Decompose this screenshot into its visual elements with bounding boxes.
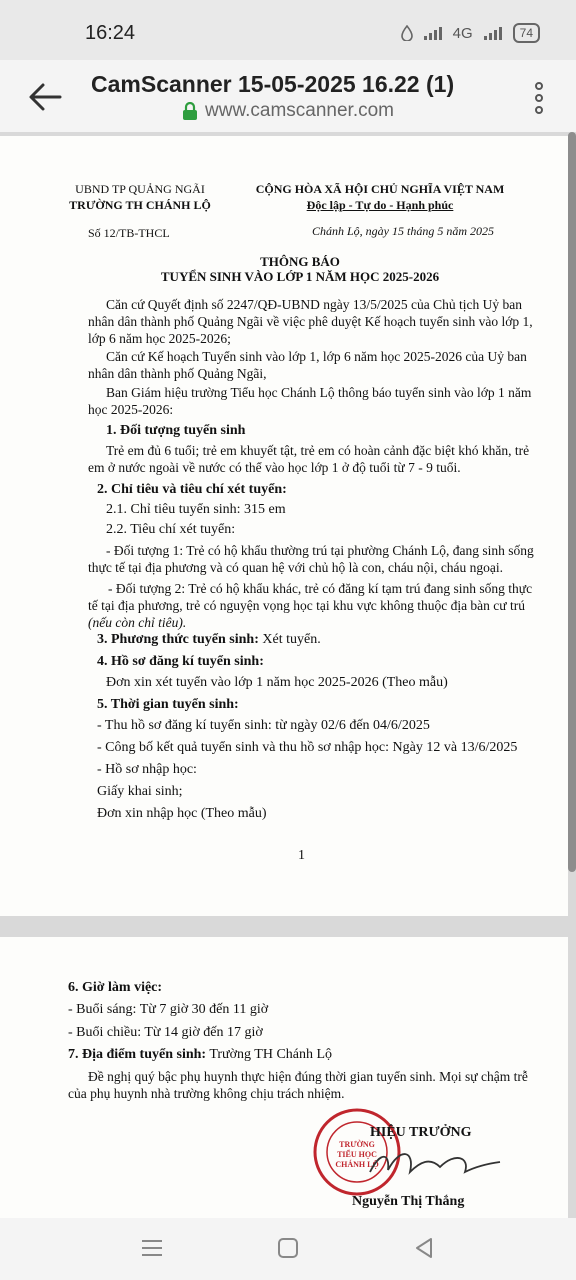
section-2-object-2 bbox=[88, 580, 540, 631]
section-5-line-3: - Hồ sơ nhập học: bbox=[97, 762, 197, 777]
section-2-1: 2.1. Chỉ tiêu tuyển sinh: 315 em bbox=[106, 502, 286, 517]
section-5-line-4: Giấy khai sinh; bbox=[97, 784, 183, 799]
back-arrow-icon[interactable] bbox=[28, 82, 62, 112]
section-3-title: 3. Phương thức tuyển sinh: bbox=[97, 632, 259, 647]
page-2 bbox=[0, 937, 568, 1232]
svg-text:TRƯỜNG: TRƯỜNG bbox=[339, 1140, 375, 1149]
handwritten-signature bbox=[360, 1142, 510, 1187]
browser-toolbar bbox=[0, 60, 576, 132]
notice-subject: TUYỂN SINH VÀO LỚP 1 NĂM HỌC 2025-2026 bbox=[160, 269, 440, 284]
status-icons bbox=[401, 23, 540, 43]
more-vert-icon[interactable] bbox=[532, 80, 546, 116]
document-number: Số 12/TB-THCL bbox=[88, 226, 170, 240]
section-2-title: 2. Chỉ tiêu và tiêu chí xét tuyển: bbox=[97, 482, 287, 497]
signal-icon-2 bbox=[483, 26, 503, 40]
section-6-line-2: - Buổi chiều: Từ 14 giờ đến 17 giờ bbox=[68, 1025, 263, 1040]
object-2-text: - Đối tượng 2: Trẻ có hộ khẩu khác, trẻ có đăng kí tạm trú đang sinh sống thực tế tại địa phương, trẻ có nguyện vọng học tại khu vực không thuộc địa bàn cư trú bbox=[88, 581, 533, 613]
section-5-line-1: - Thu hồ sơ đăng kí tuyển sinh: từ ngày 02/6 đến 04/6/2025 bbox=[97, 718, 430, 733]
scrollbar[interactable] bbox=[568, 132, 576, 872]
motto: Độc lập - Tự do - Hạnh phúc bbox=[306, 198, 454, 212]
paragraph-1: Căn cứ Quyết định số 2247/QĐ-UBND ngày 13/5/2025 của Chủ tịch Uỷ ban nhân dân thành phố Quảng Ngãi về việc phê duyệt Kế hoạch tuyển sinh vào lớp 1, lớp 6 năm học 2025-2026; bbox=[88, 297, 533, 346]
svg-text:TIỂU HỌC: TIỂU HỌC bbox=[337, 1150, 377, 1159]
page-1 bbox=[0, 136, 568, 916]
section-1-title: 1. Đối tượng tuyển sinh bbox=[106, 423, 246, 438]
section-7-title: 7. Địa điểm tuyển sinh: bbox=[68, 1047, 207, 1062]
page-number: 1 bbox=[298, 848, 305, 863]
section-3 bbox=[97, 632, 321, 648]
recents-icon[interactable] bbox=[137, 1233, 167, 1263]
svg-text:CHÁNH LỘ: CHÁNH LỘ bbox=[335, 1160, 379, 1169]
country-name: CỘNG HÒA XÃ HỘI CHỦ NGHĨA VIỆT NAM bbox=[255, 182, 505, 196]
clock: 16:24 bbox=[85, 22, 136, 44]
home-icon[interactable] bbox=[273, 1233, 303, 1263]
back-triangle-icon[interactable] bbox=[409, 1233, 439, 1263]
battery-indicator: 74 bbox=[513, 23, 540, 43]
status-bar bbox=[0, 0, 576, 60]
paragraph-2: Căn cứ Kế hoạch Tuyển sinh vào lớp 1, lớp 6 năm học 2025-2026 của Uỷ ban nhân dân thành phố Quảng Ngãi, bbox=[88, 349, 527, 381]
section-6-line-1: - Buổi sáng: Từ 7 giờ 30 đến 11 giờ bbox=[68, 1002, 269, 1017]
section-3-value: Xét tuyển. bbox=[258, 632, 321, 647]
notice-heading: THÔNG BÁO bbox=[260, 254, 340, 269]
section-2-object-1: - Đối tượng 1: Trẻ có hộ khẩu thường trú tại phường Chánh Lộ, đang sinh sống thực tế tại địa phương và có quan hệ với chủ hộ là con, cháu nội, cháu ngoại. bbox=[88, 543, 534, 575]
network-type: 4G bbox=[452, 24, 473, 42]
closing-paragraph: Đề nghị quý bậc phụ huynh thực hiện đúng thời gian tuyển sinh. Mọi sự chậm trễ của phụ huynh nhà trường không chịu trách nhiệm. bbox=[68, 1069, 528, 1101]
org-line2: TRƯỜNG TH CHÁNH LỘ bbox=[69, 198, 211, 212]
section-4-title: 4. Hồ sơ đăng kí tuyển sinh: bbox=[97, 654, 264, 669]
section-6-title: 6. Giờ làm việc: bbox=[68, 980, 163, 995]
url-text[interactable] bbox=[181, 100, 394, 122]
object-2-note: (nếu còn chỉ tiêu). bbox=[88, 615, 187, 630]
signer-name: Nguyễn Thị Thắng bbox=[352, 1194, 465, 1209]
section-5-line-5: Đơn xin nhập học (Theo mẫu) bbox=[97, 806, 267, 821]
document-viewer[interactable] bbox=[0, 132, 576, 1218]
section-7 bbox=[68, 1047, 332, 1063]
section-7-value: Trường TH Chánh Lộ bbox=[206, 1047, 333, 1062]
signal-icon bbox=[423, 26, 443, 40]
section-4-text: Đơn xin xét tuyển vào lớp 1 năm học 2025-2026 (Theo mẫu) bbox=[106, 675, 448, 690]
place-date: Chánh Lộ, ngày 15 tháng 5 năm 2025 bbox=[312, 224, 495, 238]
alarm-icon bbox=[401, 25, 413, 41]
section-5-title: 5. Thời gian tuyển sinh: bbox=[97, 697, 239, 712]
section-1-text: Trẻ em đủ 6 tuổi; trẻ em khuyết tật, trẻ em có hoàn cảnh đặc biệt khó khăn, trẻ em ở nước ngoài về nước có thể vào học lớp 1 ở độ tuổi từ 7 - 9 tuổi. bbox=[88, 443, 530, 475]
paragraph-3: Ban Giám hiệu trường Tiểu học Chánh Lộ thông báo tuyển sinh vào lớp 1 năm học 2025-2026: bbox=[88, 385, 532, 417]
org-line1: UBND TP QUẢNG NGÃI bbox=[75, 182, 205, 196]
section-5-line-2: - Công bố kết quả tuyển sinh và thu hồ sơ nhập học: Ngày 12 và 13/6/2025 bbox=[97, 740, 518, 755]
signer-title: HIỆU TRƯỞNG bbox=[370, 1125, 472, 1140]
url-label: www.camscanner.com bbox=[205, 100, 395, 121]
document-title: CamScanner 15-05-2025 16.22 (1) bbox=[91, 71, 455, 97]
section-2-2: 2.2. Tiêu chí xét tuyển: bbox=[106, 522, 236, 537]
system-nav-bar bbox=[0, 1218, 576, 1280]
